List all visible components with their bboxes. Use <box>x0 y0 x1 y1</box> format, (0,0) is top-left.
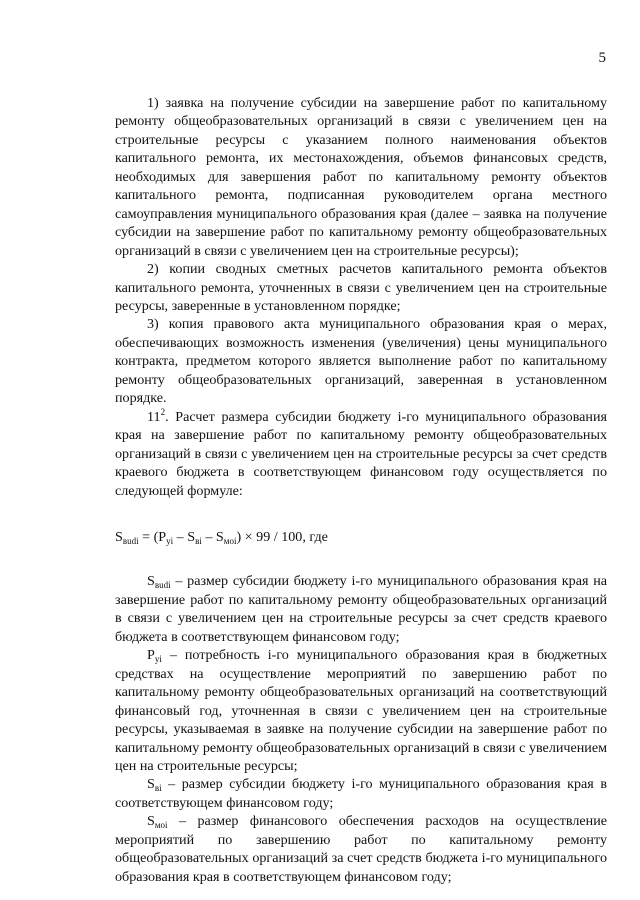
clause-number: 11 <box>147 408 161 425</box>
subsidy-formula: $S_{вudi} = (P_{yi} - S_{вi} - S_{мoi}) \times 99 / 100$, где <box>115 528 328 546</box>
definition-s-budi: $S_{вudi}$ – размер субсидии бюджету i-го муниципального образования края на завершение работ по капитальному ремонту общеобразовательных организаций в связи с увеличением цен на строительные ресурсы за счет средств краевого бюджета в соответствующем финансовом году; <box>115 573 607 645</box>
clause-text: . Расчет размера субсидии бюджету i-го муниципального образования края на завершение работ по капитальному ремонту общеобразовательных организаций в связи с увеличением цен на строительные ресурсы за счет средств краевого бюджета в соответствующем финансовом году осуществляется по следующей формуле: <box>115 408 607 499</box>
definition-s-bi: $S_{вi}$ – размер субсидии бюджету i-го муниципального образования края в соответствующем финансовом году; <box>115 776 607 811</box>
clause-superscript: 2 <box>160 406 166 417</box>
definition-p-yi: $P_{yi}$ – потребность i-го муниципального образования края в бюджетных средствах на осуществление мероприятий по завершению работ по капитальному ремонту общеобразовательных организаций на соответствующий финансовый год, уточненная в связи с увеличением цен на строительные ресурсы, указываемая в заявке на получение субсидии на завершение работ по капитальному ремонту общеобразовательных организаций в связи с увеличением цен на строительные ресурсы; <box>115 647 607 774</box>
definition-s-moi: $S_{мoi}$ – размер финансового обеспечения расходов на осуществление мероприятий по завершению работ по капитальному ремонту общеобразовательных организаций за счет средств бюджета i-го муниципального образования края в соответствующем финансовом году; <box>115 813 607 885</box>
clause-11-2 <box>115 408 607 500</box>
list-item-legal-act: 3) копия правового акта муниципального образования края о мерах, обеспечивающих возможность изменения (увеличения) цены муниципального контракта, предметом которого является выполнение работ по капитальному ремонту общеобразовательных организаций, заверенная в установленном порядке. <box>115 316 607 407</box>
list-item-application: 1) заявка на получение субсидии на завершение работ по капитальному ремонту общеобразовательных организаций в связи с увеличением цен на строительные ресурсы с указанием полного наименования объектов капитального ремонта, их местонахождения, объемов финансовых средств, необходимых для завершения работ по капитальному ремонту объектов капитального ремонта, подписанная руководителем органа местного самоуправления муниципального образования края (далее – заявка на получение субсидии на завершение работ по капитальному ремонту общеобразовательных организаций в связи с увеличением цен на строительные ресурсы); <box>115 95 607 259</box>
page-number: 5 <box>598 50 606 66</box>
document-body <box>115 94 607 886</box>
list-item-estimates: 2) копии сводных сметных расчетов капитального ремонта объектов капитального ремонта, уточненных в связи с увеличением цен на строительные ресурсы, заверенные в установленном порядке; <box>115 261 607 314</box>
